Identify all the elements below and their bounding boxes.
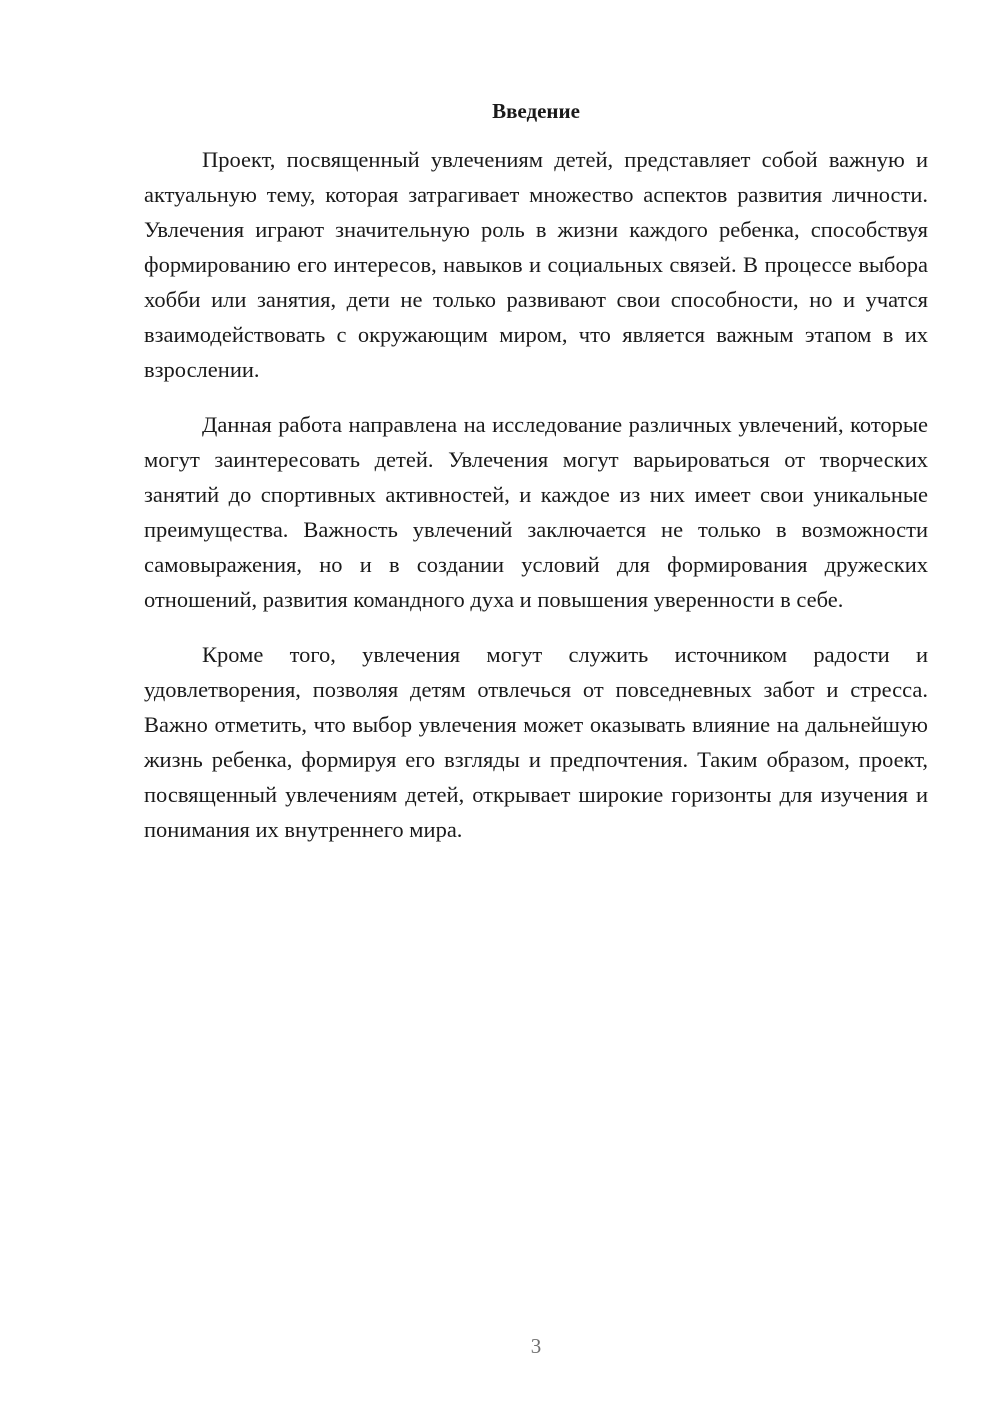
- section-heading: Введение: [492, 99, 580, 123]
- paragraph-2: Данная работа направлена на исследование различных увлечений, которые могут заинтересовать детей. Увлечения могут варьироваться от творческих занятий до спортивных активностей, и каждое из них имеет свои уникальные преимущества. Важность увлечений заключается не только в возможности самовыражения, но и в создании условий для формирования дружеских отношений, развития командного духа и повышения уверенности в себе.: [144, 412, 928, 612]
- document-body: [144, 142, 928, 867]
- page-number: 3: [530, 1334, 542, 1358]
- paragraph-1: Проект, посвященный увлечениям детей, представляет собой важную и актуальную тему, которая затрагивает множество аспектов развития личности. Увлечения играют значительную роль в жизни каждого ребенка, способствуя формированию его интересов, навыков и социальных связей. В процессе выбора хобби или занятия, дети не только развивают свои способности, но и учатся взаимодействовать с окружающим миром, что является важным этапом в их взрослении.: [144, 147, 928, 382]
- paragraph-3: Кроме того, увлечения могут служить источником радости и удовлетворения, позволяя детям отвлечься от повседневных забот и стресса. Важно отметить, что выбор увлечения может оказывать влияние на дальнейшую жизнь ребенка, формируя его взгляды и предпочтения. Таким образом, проект, посвященный увлечениям детей, открывает широкие горизонты для изучения и понимания их внутреннего мира.: [144, 642, 928, 842]
